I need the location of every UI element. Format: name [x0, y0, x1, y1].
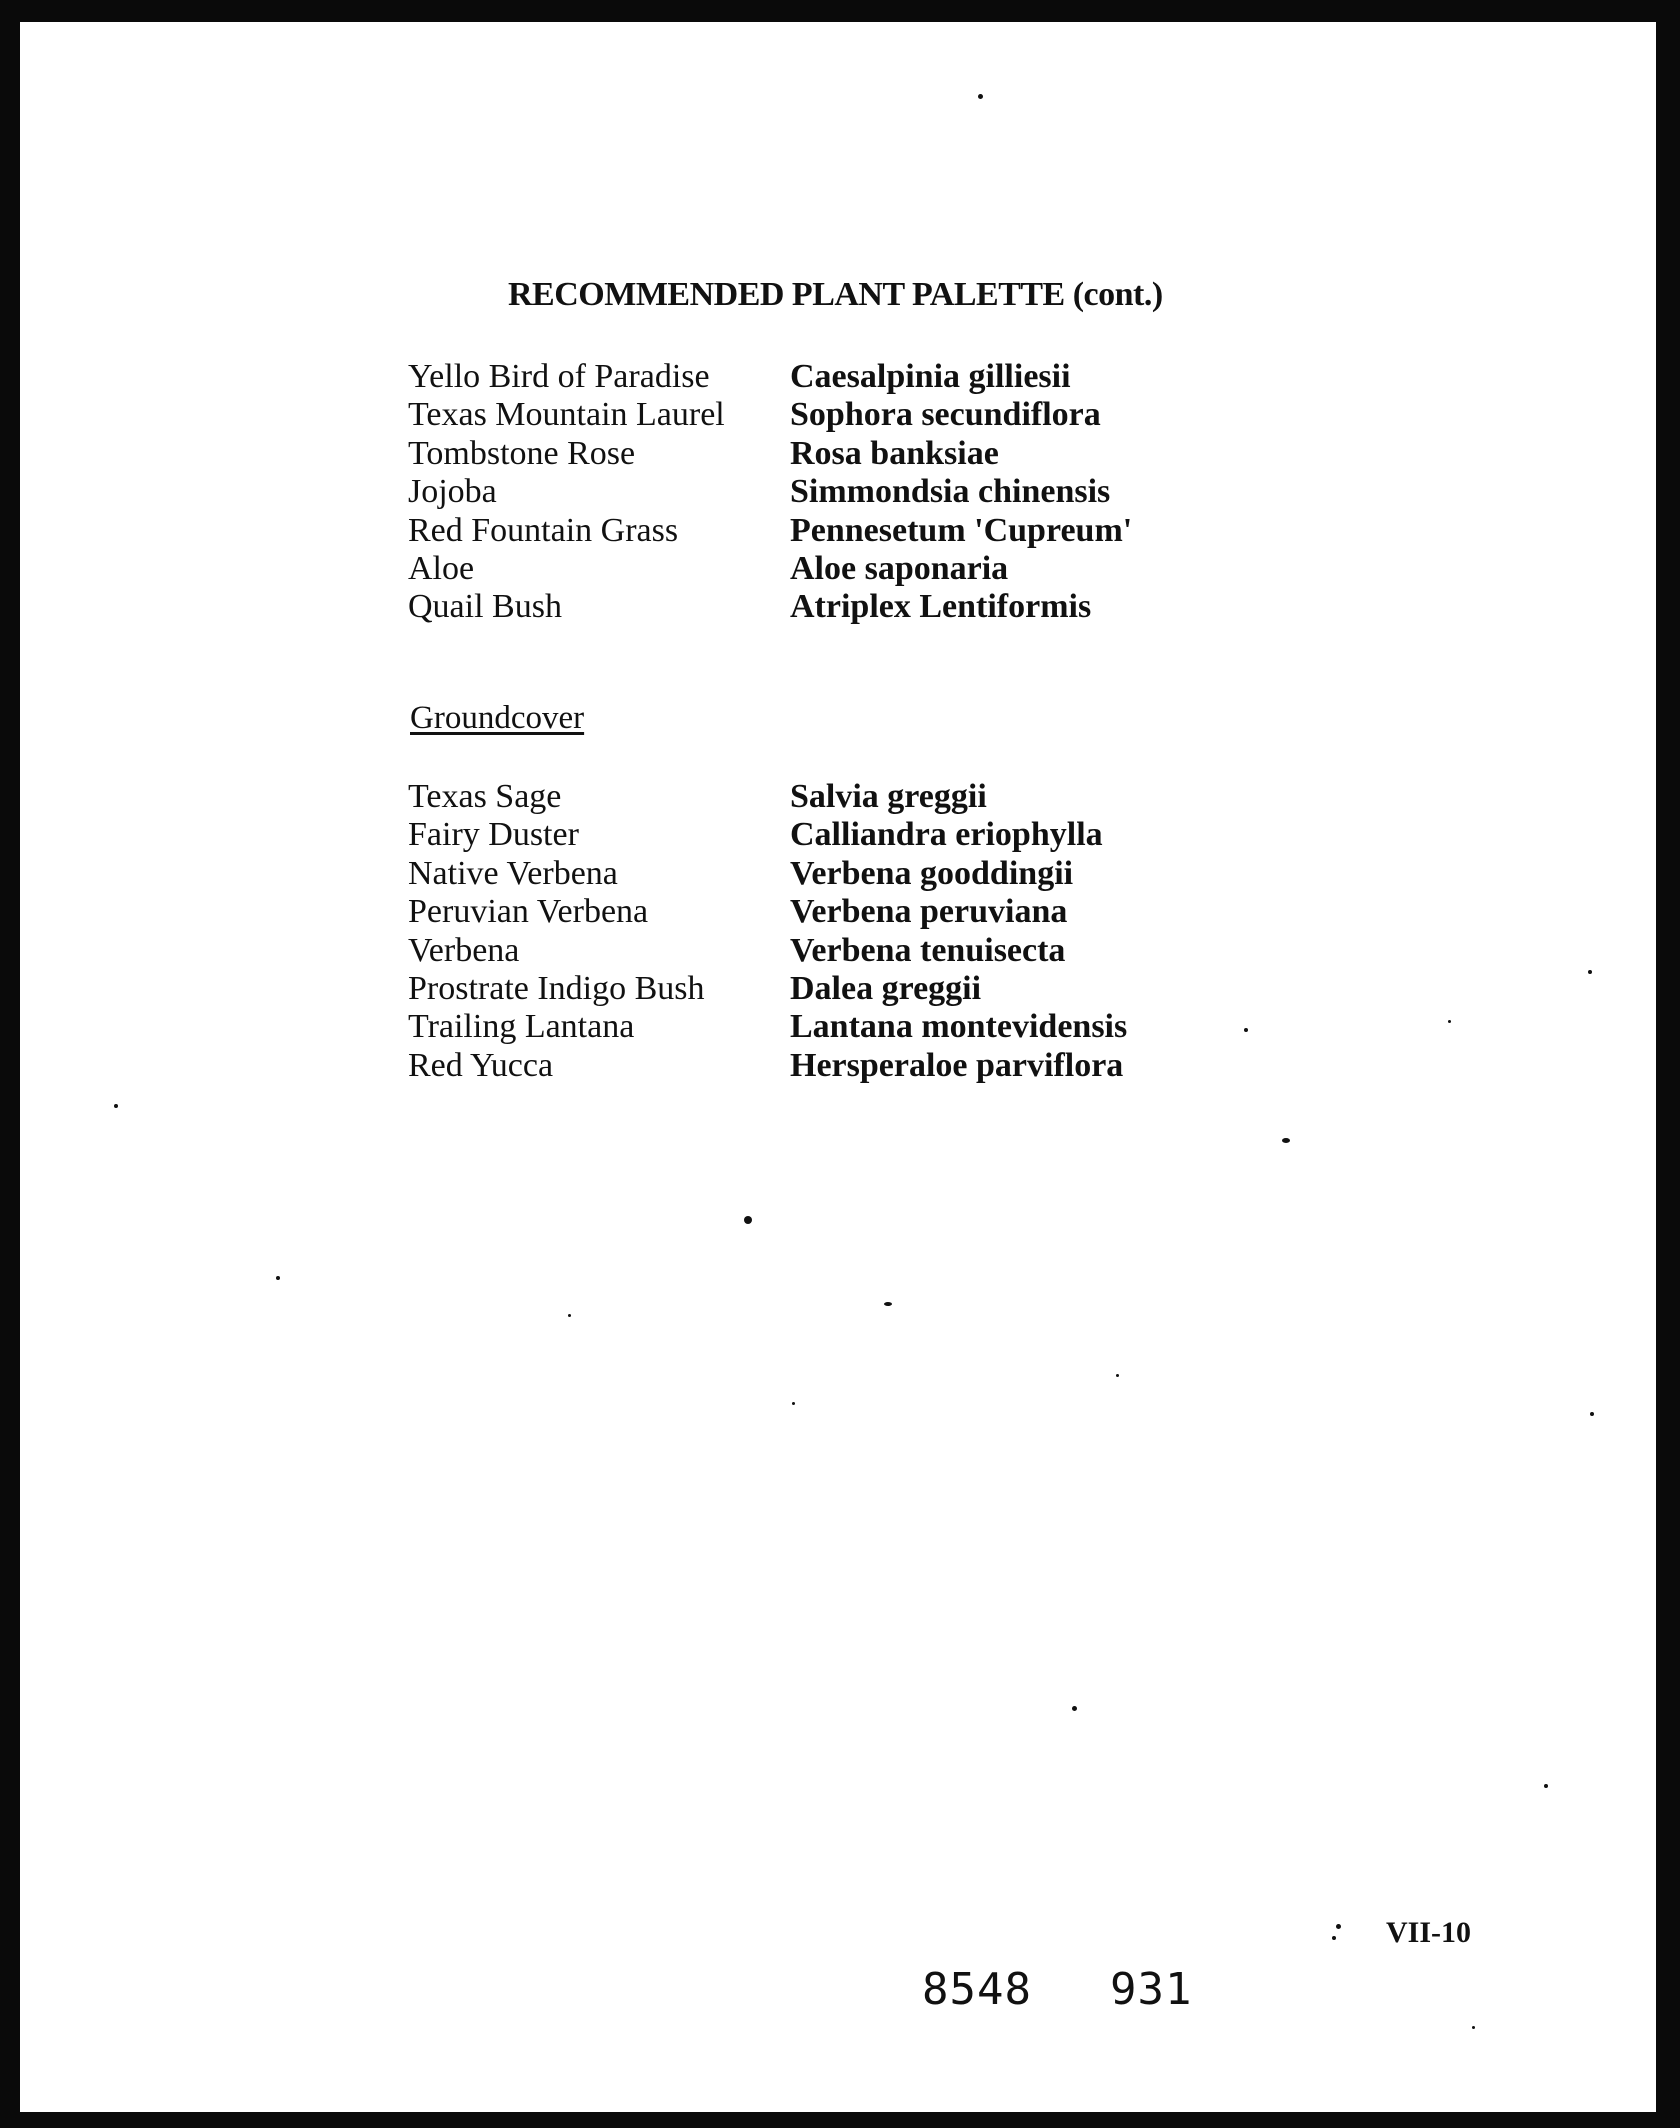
- scan-speck: [1336, 1924, 1341, 1929]
- common-name: Red Yucca: [408, 1046, 554, 1084]
- common-name: Texas Sage: [408, 778, 562, 815]
- common-name: Yello Bird of Paradise: [408, 358, 710, 395]
- common-name: Fairy Duster: [408, 816, 579, 854]
- common-name: Prostrate Indigo Bush: [408, 969, 705, 1007]
- document-code-part: 8548: [922, 1964, 1032, 2015]
- common-name: Trailing Lantana: [408, 1008, 635, 1046]
- latin-name: Verbena gooddingii: [790, 854, 1074, 892]
- latin-name: Sophora secundiflora: [790, 396, 1101, 434]
- scan-speck: [1116, 1374, 1119, 1377]
- document-code: [922, 1964, 1192, 2015]
- scan-speck: [744, 1216, 752, 1224]
- common-name: Red Fountain Grass: [408, 511, 679, 549]
- latin-name: Dalea greggii: [790, 969, 982, 1007]
- groundcover-heading: Groundcover: [410, 700, 585, 736]
- scan-speck: [1244, 1028, 1248, 1032]
- scan-speck: [276, 1276, 280, 1280]
- scan-speck: [114, 1104, 118, 1108]
- latin-name: Caesalpinia gilliesii: [790, 358, 1071, 395]
- scan-speck: [1590, 1412, 1594, 1416]
- latin-name: Atriplex Lentiformis: [790, 588, 1092, 626]
- common-name: Texas Mountain Laurel: [408, 396, 725, 434]
- document-code-part: 931: [1109, 1964, 1193, 2015]
- scan-speck: [1332, 1936, 1336, 1940]
- scan-speck: [792, 1402, 795, 1405]
- latin-name: Verbena tenuisecta: [790, 931, 1066, 969]
- scan-speck: [1588, 970, 1592, 974]
- latin-name: Hersperaloe parviflora: [790, 1046, 1124, 1084]
- latin-name: Rosa banksiae: [790, 434, 999, 472]
- scan-speck: [884, 1302, 892, 1306]
- scan-speck: [1072, 1706, 1077, 1711]
- common-name: Jojoba: [408, 473, 497, 511]
- scan-speck: [1448, 1020, 1451, 1023]
- common-name: Quail Bush: [408, 588, 562, 626]
- scan-speck: [978, 94, 983, 99]
- latin-name: Calliandra eriophylla: [790, 816, 1103, 854]
- paper-sheet: [20, 22, 1656, 2112]
- common-name: Native Verbena: [408, 854, 618, 892]
- scan-speck: [1282, 1138, 1290, 1143]
- latin-name: Simmondsia chinensis: [790, 473, 1111, 511]
- common-name: Aloe: [408, 549, 475, 587]
- latin-name: Lantana montevidensis: [790, 1008, 1128, 1046]
- document-title: RECOMMENDED PLANT PALETTE (cont.): [508, 276, 1163, 313]
- latin-name: Verbena peruviana: [790, 893, 1068, 931]
- scan-speck: [1544, 1784, 1548, 1788]
- latin-name: Pennesetum 'Cupreum': [790, 511, 1133, 549]
- page-number: VII-10: [1386, 1916, 1472, 1949]
- scan-speck: [1472, 2026, 1475, 2029]
- common-name: Peruvian Verbena: [408, 893, 649, 931]
- latin-name: Aloe saponaria: [790, 549, 1009, 587]
- scan-speck: [568, 1314, 571, 1317]
- latin-name: Salvia greggii: [790, 778, 987, 815]
- common-name: Verbena: [408, 931, 520, 969]
- common-name: Tombstone Rose: [408, 434, 636, 472]
